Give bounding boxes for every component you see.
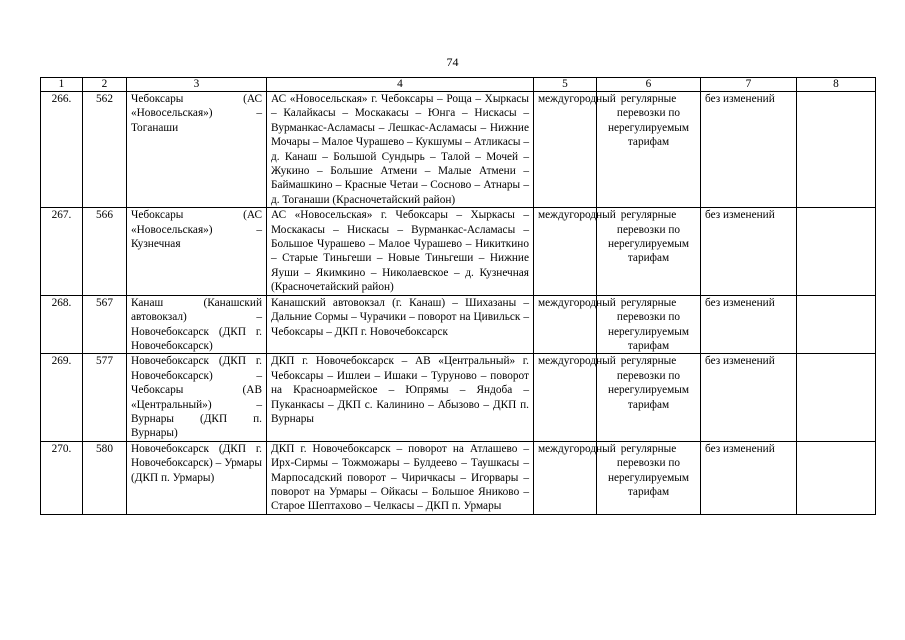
route-name: Чебоксары (АС «Новосельская») – Кузнечная [127,208,267,295]
routes-table [40,77,876,515]
route-stops: ДКП г. Новочебоксарск – поворот на Атлашево – Ирх-Сирмы – Тожможары – Булдеево – Таушкасы – Марпосадский поворот – Чиричкасы – Игорвары – поворот на Урмары – Ойкасы – Большое Яниково – Старое Шептахово – Челкасы – ДКП п. Урмары [267,441,534,514]
page-number: 74 [446,55,459,69]
route-name: Новочебоксарск (ДКП г. Новочебоксарск) – Чебоксары (АВ «Центральный») – Вурнары (ДКП п. Вурнары) [127,354,267,441]
change-status: без изменений [701,208,797,295]
route-note [797,441,876,514]
route-sequence-number: 270. [41,441,83,514]
route-sequence-number: 266. [41,92,83,208]
route-stops: АС «Новосельская» г. Чебоксары – Роща – Хыркасы – Калайкасы – Москакасы – Юнга – Нискасы – Вурманкас-Асламасы – Лешкас-Асламасы – Нижние Мочары – Малое Чурашево – Кукшумы – Атликасы – д. Канаш – Большой Сундырь – Талой – Мочей – Жукино – Большие Атмени – Малые Атмени – Баймашкино – Красные Четаи – Сосново – Атнары – д. Тоганаши (Красночетайский район) [267,92,534,208]
route-type: междугородный [534,208,597,295]
table-row [41,92,876,208]
route-type: междугородный [534,295,597,354]
column-number: 1 [41,78,83,92]
column-number: 3 [127,78,267,92]
transport-mode: регулярные перевозки по нерегулируемым тарифам [597,208,701,295]
route-registration-number: 577 [83,354,127,441]
table-row [41,295,876,354]
route-stops: АС «Новосельская» г. Чебоксары – Хыркасы – Москакасы – Нискасы – Вурманкас-Асламасы – Большое Чурашево – Малое Чурашево – Никиткино – Старые Тиньгеши – Новые Тиньгеши – Нижние Яуши – Якимкино – Николаевское – д. Кузнечная (Красночетайский район) [267,208,534,295]
route-type: междугородный [534,441,597,514]
route-name: Новочебоксарск (ДКП г. Новочебоксарск) – Урмары (ДКП п. Урмары) [127,441,267,514]
route-note [797,92,876,208]
table-row [41,208,876,295]
column-number: 2 [83,78,127,92]
transport-mode: регулярные перевозки по нерегулируемым тарифам [597,441,701,514]
route-name: Канаш (Канашский автовокзал) – Новочебоксарск (ДКП г. Новочебоксарск) [127,295,267,354]
change-status: без изменений [701,92,797,208]
table-row [41,354,876,441]
route-sequence-number: 268. [41,295,83,354]
route-sequence-number: 267. [41,208,83,295]
column-number: 7 [701,78,797,92]
column-number: 4 [267,78,534,92]
route-type: междугородный [534,354,597,441]
change-status: без изменений [701,354,797,441]
route-registration-number: 567 [83,295,127,354]
route-name: Чебоксары (АС «Новосельская») – Тоганаши [127,92,267,208]
change-status: без изменений [701,441,797,514]
transport-mode: регулярные перевозки по нерегулируемым тарифам [597,92,701,208]
route-type: междугородный [534,92,597,208]
column-number: 5 [534,78,597,92]
column-number-row [41,78,876,92]
route-note [797,354,876,441]
transport-mode: регулярные перевозки по нерегулируемым тарифам [597,295,701,354]
route-note [797,208,876,295]
route-registration-number: 562 [83,92,127,208]
route-stops: ДКП г. Новочебоксарск – АВ «Центральный» г. Чебоксары – Ишлеи – Ишаки – Туруново – поворот на Красноармейское – Юпрямы – Яндоба – Пуканкасы – ДКП с. Калинино – Абызово – ДКП п. Вурнары [267,354,534,441]
route-stops: Канашский автовокзал (г. Канаш) – Шихазаны – Дальние Сормы – Чурачики – поворот на Цивильск – Чебоксары – ДКП г. Новочебоксарск [267,295,534,354]
column-number: 6 [597,78,701,92]
route-registration-number: 566 [83,208,127,295]
transport-mode: регулярные перевозки по нерегулируемым тарифам [597,354,701,441]
change-status: без изменений [701,295,797,354]
column-number: 8 [797,78,876,92]
route-sequence-number: 269. [41,354,83,441]
route-note [797,295,876,354]
route-registration-number: 580 [83,441,127,514]
table-row [41,441,876,514]
